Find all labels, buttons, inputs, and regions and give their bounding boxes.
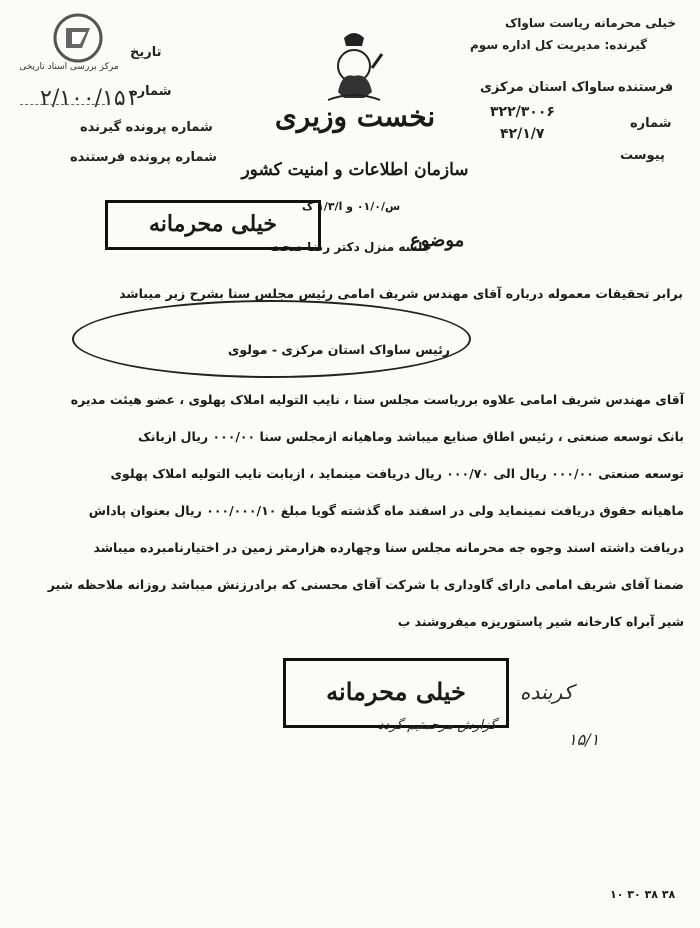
intro-line: برابر تحقیقات معموله درباره آقای مهندس شریف امامی رئیس مجلس سنا بشرح زیر میباشد [119,286,683,301]
body-line-4: ماهیانه حقوق دریافت نمینماید ولی در اسفند ماه گذشته گویا مبلغ ۰۰۰/۰۰۰/۱۰ ریال بعنوان پاداش [88,503,684,518]
date-label: تاریخ [130,45,162,60]
archive-logo-icon [52,12,104,64]
circled-annotation [72,300,471,378]
header-right-number-label: شماره [630,116,672,131]
footer-code: ۳۸ ۳۸ ۳۰ ۱۰ [610,888,676,901]
organization-name: سازمان اطلاعات و امنیت کشور [241,160,469,180]
body-line-6: ضمنا آقای شریف امامی دارای گاوداری با شرکت آقای محسنی که برادرزنش میباشد روزانه ملاحظه شیر [47,577,684,592]
watermark-text: مرکز بررسی اسناد تاریخی [19,62,119,72]
body-line-2: بانک توسعه صنعتی ، رئیس اطاق صنایع میباشد وماهیانه ازمجلس سنا ۰۰۰/۰۰ ریال ازبانک [137,429,684,444]
header-right-line1: خیلی محرمانه ریاست ساواک [505,16,676,30]
body-line-3: توسعه صنعتی ۰۰۰/۰۰ ریال الی ۰۰۰/۷۰ ریال دریافت مینماید ، ازبابت نایب التولیه املاک پهلوی [110,466,684,481]
number-label: شماره [130,84,172,99]
sender-label: فرستنده [618,80,674,95]
file-sender-label: شماره پرونده فرستنده [70,150,217,165]
classification-stamp-top: خیلی محرمانه [105,200,321,250]
signature-name: کربنده [520,680,574,704]
file-receiver-label: شماره پرونده گیرنده [80,120,213,135]
divider [20,104,110,105]
body-line-1: آقای مهندس شریف امامی علاوه برریاست مجلس سنا ، نایب التولیه املاک پهلوی ، عضو هیئت مدیره [70,392,684,407]
signature-note: گزارش مرحمتیم گردد [378,718,497,733]
circled-text: رئیس ساواک استان مرکزی - مولوی [227,342,450,357]
classification-stamp-bottom: خیلی محرمانه [283,658,509,728]
body-line-5: دریافت داشته اسند وجوه جه محرمانه مجلس سنا وچهارده هزارمتر زمین در اختیارنامبرده میباشد [93,540,684,555]
subject-text: جلسه منزل دکتر رضا صحت [270,240,432,254]
ministry-title: نخست وزیری [274,100,436,133]
header-right-line2: گیرنده: مدیریت کل اداره سوم [470,38,648,52]
sender-value: ساواک استان مرکزی [480,80,615,95]
lion-and-sun-emblem-icon [318,28,390,108]
attachment-label: پیوست [620,148,665,163]
header-right-number-value: ۳۲۲/۳۰۰۶ [490,104,555,120]
header-right-date-value: ۴۲/۱/۷ [500,126,545,142]
signature-date: ۱۵/۱ [568,730,600,749]
document-code: س/۰۱/۰ و ا/۱/۳ گ [302,200,401,213]
subject-label: موضوع [410,230,465,251]
number-handwritten: ۲/۱۰۰/۱۵۱ [40,86,138,111]
body-line-7: شیر آبراه کارخانه شیر پاستوریزه میفروشند ب [397,614,684,629]
